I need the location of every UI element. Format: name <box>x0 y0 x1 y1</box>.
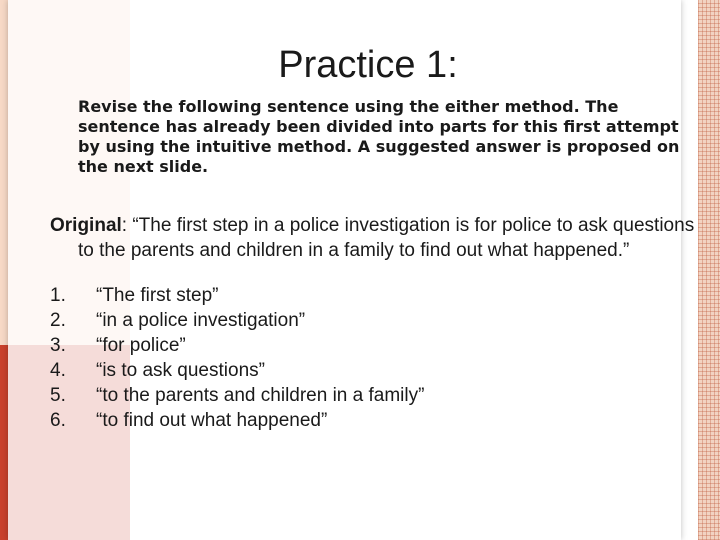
list-item <box>50 333 424 358</box>
list-item-number: 1. <box>50 285 66 306</box>
list-item-number: 4. <box>50 360 66 381</box>
list-item <box>50 358 424 383</box>
slide-title: Practice 1: <box>278 44 458 86</box>
list-item-number: 2. <box>50 310 66 331</box>
list-item-text: “The first step” <box>96 285 219 306</box>
list-item-number: 5. <box>50 385 66 406</box>
original-sentence-text: : “The first step in a police investigation is for police to ask questions to the parents and children in a family to find out what happened.” <box>78 215 695 261</box>
background-pattern-strip <box>698 0 720 540</box>
list-item-number: 6. <box>50 410 66 431</box>
list-item-number: 3. <box>50 335 66 356</box>
list-item-text: “in a police investigation” <box>96 310 306 331</box>
list-item-text: “for police” <box>96 335 186 356</box>
list-item-text: “is to ask questions” <box>96 360 265 381</box>
list-item-text: “to find out what happened” <box>96 410 328 431</box>
original-sentence <box>50 213 708 263</box>
list-item-text: “to the parents and children in a family” <box>96 385 425 406</box>
slide-content-panel <box>8 0 695 540</box>
list-item <box>50 408 424 433</box>
list-item <box>50 383 424 408</box>
original-label: Original <box>50 215 122 236</box>
instructions-paragraph: Revise the following sentence using the either method. The sentence has already been divided into parts for this first attempt by using the intuitive method. A suggested answer is proposed on the next slide. <box>78 97 680 176</box>
sentence-parts-list <box>50 283 424 433</box>
list-item <box>50 308 424 333</box>
list-item <box>50 283 424 308</box>
